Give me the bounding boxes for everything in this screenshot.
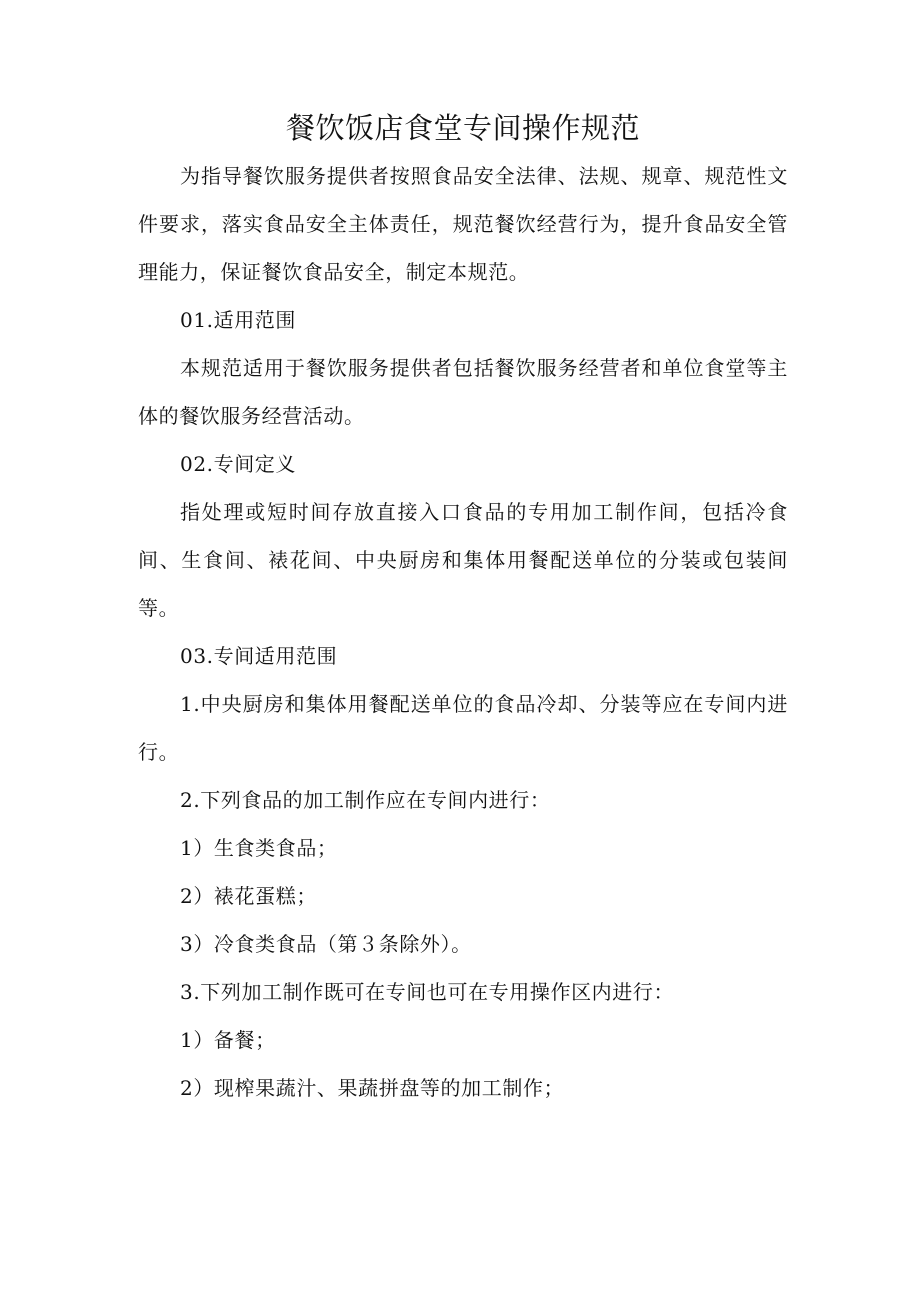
list-item: 2）现榨果蔬汁、果蔬拼盘等的加工制作； [180, 1076, 565, 1100]
section-heading-definition: 02.专间定义 [180, 452, 297, 476]
intro-paragraph: 为指导餐饮服务提供者按照食品安全法律、法规、规章、规范性文件要求，落实食品安全主体责任，规范餐饮经营行为，提升食品安全管理能力，保证餐饮食品安全，制定本规范。 [138, 164, 788, 284]
list-item: 2.下列食品的加工制作应在专间内进行： [180, 788, 551, 812]
document-page [138, 108, 788, 1112]
list-item: 1）生食类食品； [180, 836, 338, 860]
section-heading-room-scope: 03.专间适用范围 [180, 644, 338, 668]
list-item: 1）备餐； [180, 1028, 276, 1052]
section-body-scope: 本规范适用于餐饮服务提供者包括餐饮服务经营者和单位食堂等主体的餐饮服务经营活动。 [138, 356, 788, 428]
list-item: 1.中央厨房和集体用餐配送单位的食品冷却、分装等应在专间内进行。 [138, 692, 788, 764]
section-heading-scope: 01.适用范围 [180, 308, 297, 332]
list-item: 3.下列加工制作既可在专间也可在专用操作区内进行： [180, 980, 675, 1004]
document-title: 餐饮饭店食堂专间操作规范 [285, 111, 640, 145]
list-item: 3）冷食类食品（第３条除外）。 [180, 932, 472, 956]
section-body-definition: 指处理或短时间存放直接入口食品的专用加工制作间，包括冷食间、生食间、裱花间、中央厨房和集体用餐配送单位的分装或包装间等。 [138, 500, 788, 620]
list-item: 2）裱花蛋糕； [180, 884, 317, 908]
